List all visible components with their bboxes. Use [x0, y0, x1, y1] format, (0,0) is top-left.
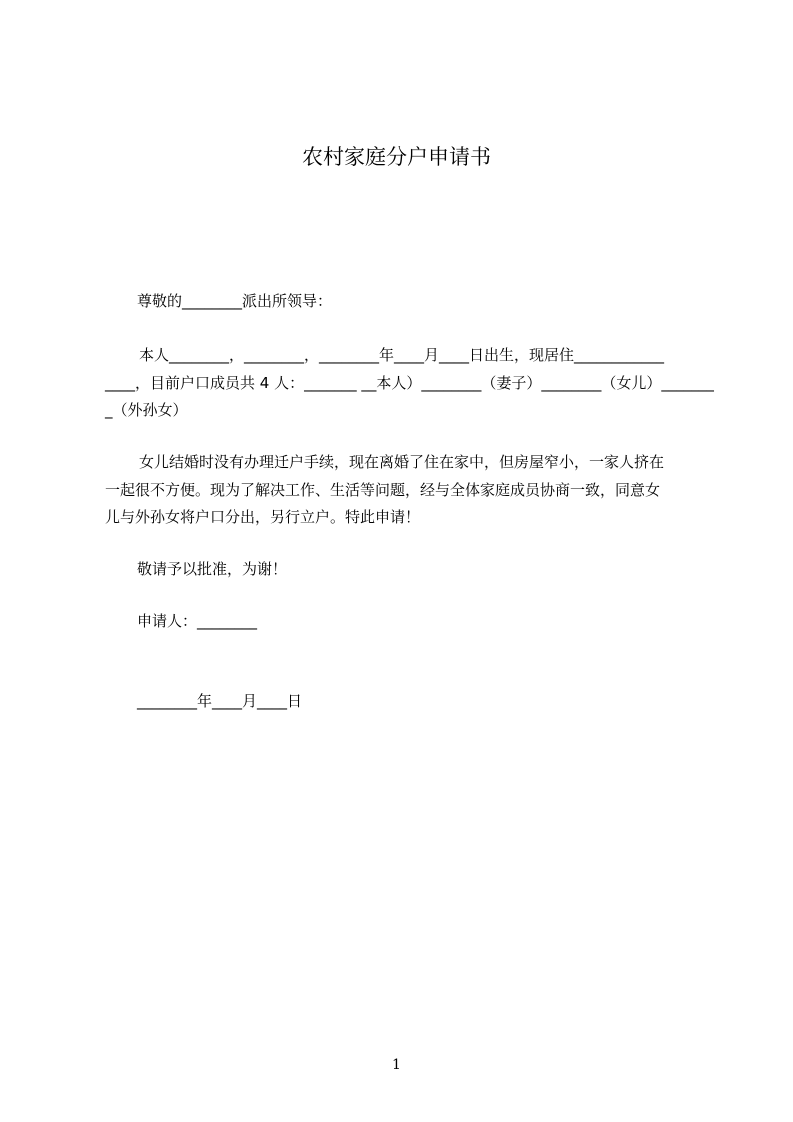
applicant-line: 申请人：________: [137, 612, 258, 630]
request-line: 敬请予以批准，为谢！: [137, 560, 288, 578]
date-line: ________年____月____日: [137, 692, 303, 710]
paragraph-1-line-2: ____，目前户口成员共 4 人：_______ __本人）________（妻子）________（女儿）_______: [105, 374, 714, 392]
paragraph-2-line-3: 儿与外孙女将户口分出，另行立户。特此申请！: [105, 508, 421, 526]
document-title: 农村家庭分户申请书: [302, 145, 491, 169]
paragraph-2-line-2: 一起很不方便。现为了解决工作、生活等问题，经与全体家庭成员协商一致，同意女: [105, 481, 661, 499]
paragraph-2-line-1: 女儿结婚时没有办理迁户手续，现在离婚了住在家中，但房屋窄小，一家人挤在: [139, 453, 665, 471]
salutation: 尊敬的________派出所领导：: [137, 292, 333, 310]
page-number: 1: [392, 1057, 401, 1073]
paragraph-1-line-3: _（外孙女）: [105, 401, 188, 419]
paragraph-1-line-1: 本人________，________，________年____月____日出生，现居住____________: [139, 346, 665, 364]
